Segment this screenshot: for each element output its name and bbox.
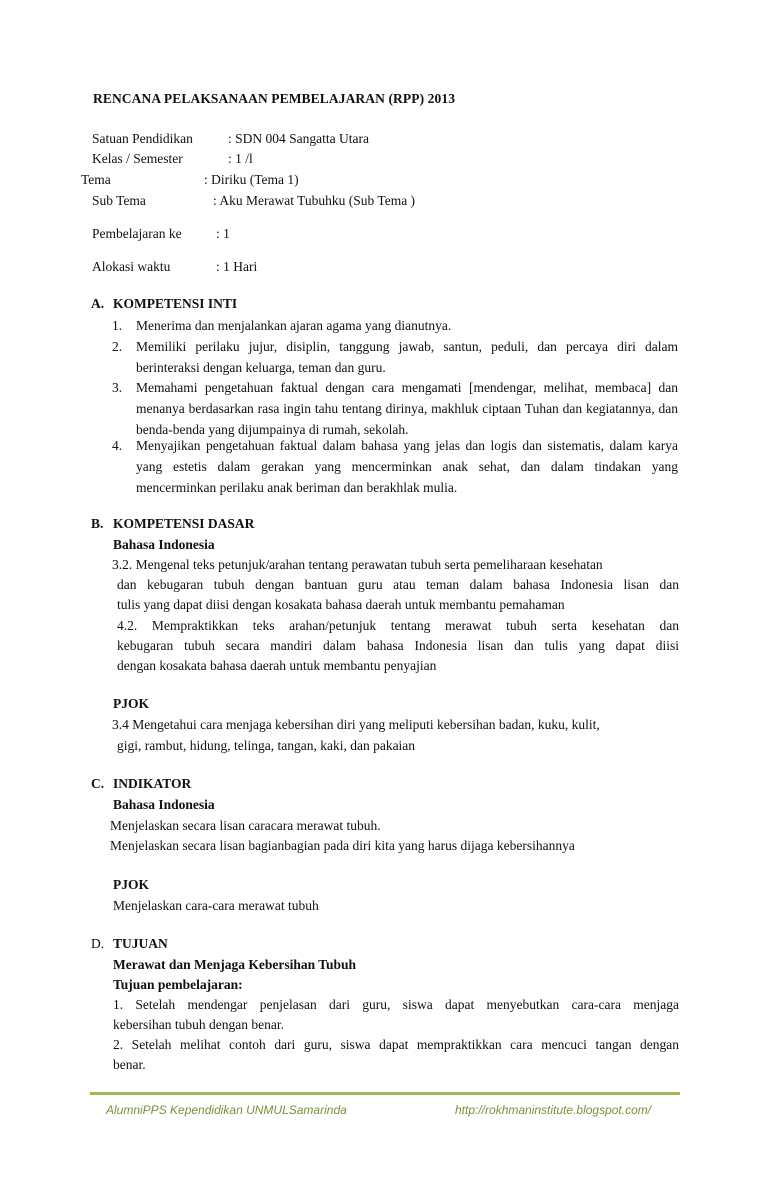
ki-item-3-number: 3. — [112, 380, 123, 395]
section-c-title: INDIKATOR — [113, 776, 192, 791]
info-value-satuan: : SDN 004 Sangatta Utara — [228, 131, 369, 146]
ki-item-2-text: Memiliki perilaku jujur, disiplin, tanggung jawab, santun, peduli, dan percaya diri dalam berinteraksi dengan keluarga, teman dan guru. — [136, 339, 678, 375]
section-c-subject-bahasa: Bahasa Indonesia — [113, 797, 215, 812]
section-b-letter: B. — [91, 516, 104, 531]
info-label-satuan: Satuan Pendidikan — [92, 131, 193, 146]
info-label-kelas: Kelas / Semester — [92, 151, 183, 166]
section-c-heading — [91, 776, 191, 792]
kd-3-4-line: gigi, rambut, hidung, telinga, tangan, kaki, dan pakaian — [117, 738, 416, 753]
info-label-pembelajaran: Pembelajaran ke — [92, 226, 182, 241]
document-title: RENCANA PELAKSANAAN PEMBELAJARAN (RPP) 2013 — [93, 91, 456, 106]
ki-item-3-text: Memahami pengetahuan faktual dengan cara mengamati [mendengar, melihat, membaca] dan menanya berdasarkan rasa ingin tahu tentang dirinya, makhluk ciptaan Tuhan dan kegiatannya, dan benda-benda yang dijumpainya di rumah, sekolah. — [136, 380, 678, 437]
indikator-line: Menjelaskan secara lisan bagianbagian pada diri kita yang harus dijaga kebersihannya — [110, 838, 575, 853]
section-d-heading — [91, 936, 168, 952]
kd-3-2-line: 3.2. Mengenal teks petunjuk/arahan tentang perawatan tubuh serta pemeliharaan kesehatan — [112, 557, 603, 572]
tujuan-line: 2. Setelah melihat contoh dari guru, siswa dapat mempraktikkan cara mencuci tangan dengan — [113, 1037, 679, 1052]
kd-4-2-line: 4.2. Mempraktikkan teks arahan/petunjuk tentang merawat tubuh serta kesehatan dan — [117, 618, 679, 633]
section-b-title: KOMPETENSI DASAR — [113, 516, 255, 531]
section-c-subject-pjok: PJOK — [113, 877, 149, 892]
section-b-subject-bahasa: Bahasa Indonesia — [113, 537, 215, 552]
section-a-letter: A. — [91, 296, 105, 311]
ki-item-1-number: 1. — [112, 318, 123, 333]
info-value-subtema: : Aku Merawat Tubuhku (Sub Tema ) — [213, 193, 416, 208]
ki-item-3 — [112, 377, 678, 440]
ki-item-2 — [112, 336, 678, 378]
section-a-title: KOMPETENSI INTI — [113, 296, 238, 311]
tujuan-line: benar. — [113, 1057, 146, 1072]
info-value-kelas: : 1 /l — [228, 151, 253, 166]
info-value-alokasi: : 1 Hari — [216, 259, 258, 274]
section-d-subtitle-2: Tujuan pembelajaran: — [113, 977, 243, 992]
indikator-line: Menjelaskan cara-cara merawat tubuh — [113, 898, 319, 913]
kd-4-2-line: dengan kosakata bahasa daerah untuk membantu penyajian — [117, 658, 437, 673]
ki-item-4-number: 4. — [112, 438, 123, 453]
ki-item-4-text: Menyajikan pengetahuan faktual dalam bahasa yang jelas dan logis dan sistematis, dalam karya yang estetis dalam gerakan yang mencerminkan anak sehat, dan dalam tindakan yang mencerminkan perilaku anak beriman dan berakhlak mulia. — [136, 438, 678, 495]
indikator-line: Menjelaskan secara lisan caracara merawat tubuh. — [110, 818, 381, 833]
tujuan-line: 1. Setelah mendengar penjelasan dari guru, siswa dapat menyebutkan cara-cara menjaga — [113, 997, 679, 1012]
info-label-alokasi: Alokasi waktu — [92, 259, 171, 274]
kd-3-4-line: 3.4 Mengetahui cara menjaga kebersihan diri yang meliputi kebersihan badan, kuku, kulit, — [112, 717, 600, 732]
info-label-tema: Tema — [81, 172, 111, 187]
kd-4-2-line: kebugaran tubuh secara mandiri dalam bahasa Indonesia lisan dan tulis yang dapat diisi — [117, 638, 679, 653]
section-a-heading — [91, 296, 237, 312]
ki-item-1-text: Menerima dan menjalankan ajaran agama yang dianutnya. — [136, 318, 452, 333]
footer-link[interactable]: http://rokhmaninstitute.blogspot.com/ — [455, 1103, 652, 1117]
footer-left-text: AlumniPPS Kependidikan UNMULSamarinda — [106, 1103, 347, 1117]
section-b-heading — [91, 516, 254, 532]
info-label-subtema: Sub Tema — [92, 193, 146, 208]
ki-item-2-number: 2. — [112, 339, 123, 354]
kd-3-2-line: tulis yang dapat diisi dengan kosakata bahasa daerah untuk membantu pemahaman — [117, 597, 565, 612]
tujuan-line: kebersihan tubuh dengan benar. — [113, 1017, 284, 1032]
section-b-subject-pjok: PJOK — [113, 696, 149, 711]
ki-item-4 — [112, 435, 678, 498]
footer-divider — [90, 1092, 680, 1095]
info-value-tema: : Diriku (Tema 1) — [204, 172, 299, 187]
section-d-subtitle: Merawat dan Menjaga Kebersihan Tubuh — [113, 957, 357, 972]
section-c-letter: C. — [91, 776, 105, 791]
section-d-title: TUJUAN — [113, 936, 168, 951]
ki-item-1 — [112, 315, 678, 336]
info-value-pembelajaran: : 1 — [216, 226, 230, 241]
section-d-letter: D. — [91, 936, 105, 951]
kd-3-2-line: dan kebugaran tubuh dengan bantuan guru atau teman dalam bahasa Indonesia lisan dan — [117, 577, 679, 592]
